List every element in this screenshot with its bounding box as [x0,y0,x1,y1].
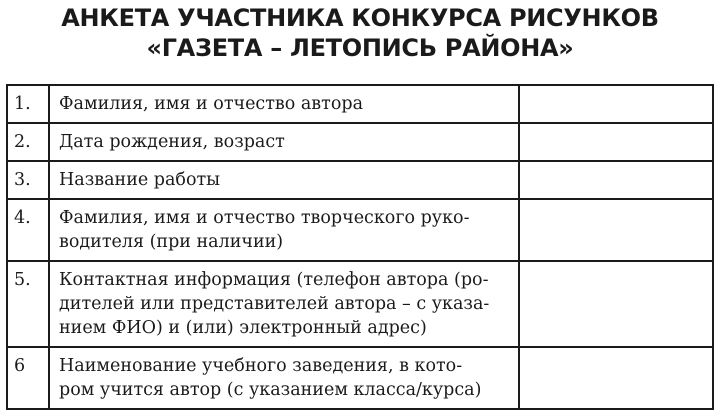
row-label: Название работы [49,161,519,199]
row-label: Дата рождения, возраст [49,123,519,161]
table-row [7,161,713,199]
row-number: 5. [7,261,49,347]
row-number: 2. [7,123,49,161]
answer-cell[interactable] [519,261,713,347]
row-number: 6 [7,347,49,409]
row-number: 3. [7,161,49,199]
table-row [7,85,713,123]
row-number: 4. [7,199,49,261]
table-row [7,347,713,409]
answer-cell[interactable] [519,347,713,409]
row-label: Наименование учебного заведения, в кото- ром учится автор (с указанием класса/курса) [49,347,519,409]
answer-cell[interactable] [519,123,713,161]
answer-cell[interactable] [519,199,713,261]
row-label: Контактная информация (телефон автора (ро- дителей или представителей автора – с указа- нием ФИО) и (или) электронный адрес) [49,261,519,347]
form-title-line-2: «ГАЗЕТА – ЛЕТОПИСЬ РАЙОНА» [146,34,574,62]
row-number: 1. [7,85,49,123]
answer-cell[interactable] [519,161,713,199]
table-row [7,199,713,261]
row-label: Фамилия, имя и отчество автора [49,85,519,123]
table-row [7,123,713,161]
table-row [7,261,713,347]
row-label: Фамилия, имя и отчество творческого руко- водителя (при наличии) [49,199,519,261]
questionnaire-table [6,84,714,410]
form-title-line-1: АНКЕТА УЧАСТНИКА КОНКУРСА РИСУНКОВ [61,4,659,32]
answer-cell[interactable] [519,85,713,123]
